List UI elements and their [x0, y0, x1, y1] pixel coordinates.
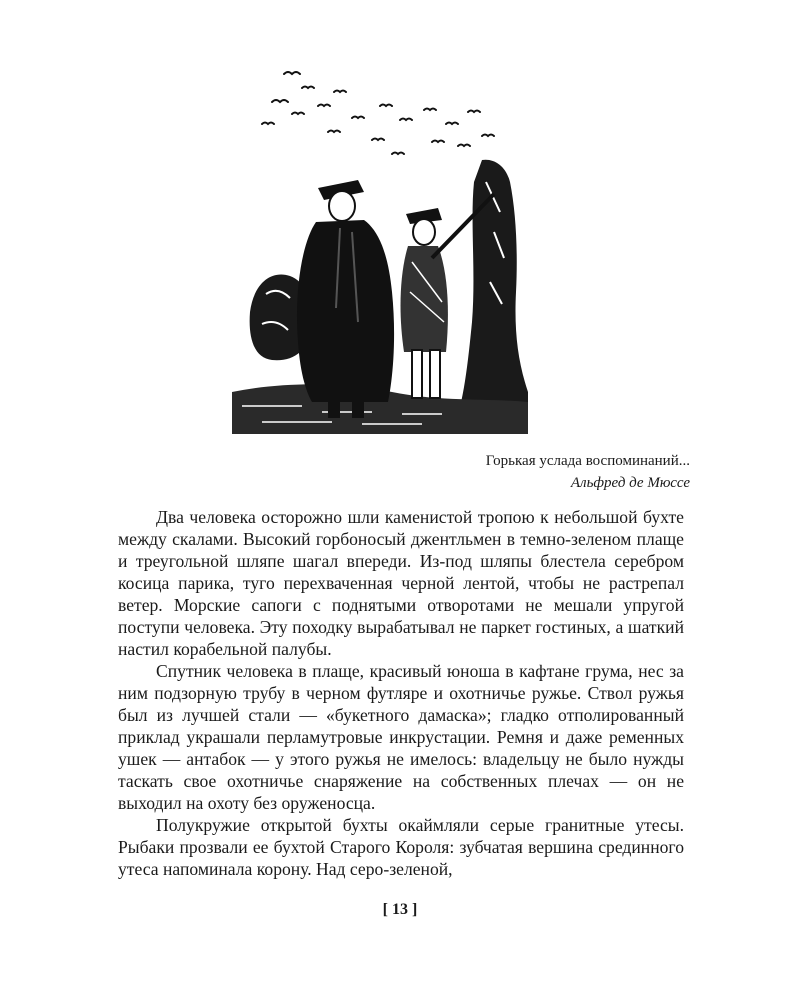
illustration: [232, 62, 528, 434]
page-number: [ 13 ]: [382, 901, 418, 918]
epigraph: [486, 450, 690, 494]
paragraph: Спутник человека в плаще, красивый юноша в кафтане грума, нес за ним подзорную трубу в черном футляре и охотничье ружье. Ствол ружья был из лучшей стали — «букетного дамаска»; гладко отполированный приклад украшали перламутровые инкрустации. Ремня и даже ременных ушек — антабок — у этого ружья не имелось: владельцу не было нужды таскать свое охотничье снаряжение на собственных плечах — он не выходил на охоту без оруженосца.: [118, 661, 684, 813]
birds: [262, 72, 494, 154]
body-text: [118, 506, 684, 880]
tall-gentleman-figure: [297, 180, 394, 418]
epigraph-author: Альфред де Мюссе: [570, 475, 690, 491]
epigraph-quote: Горькая услада воспоминаний...: [485, 453, 690, 469]
paragraph: Полукружие открытой бухты окаймляли серые гранитные утесы. Рыбаки прозвали ее бухтой Старого Короля: зубчатая вершина срединного утеса напоминала корону. Над серо-зеленой,: [118, 815, 684, 879]
paragraph: Два человека осторожно шли каменистой тропою к небольшой бухте между скалами. Высокий горбоносый джентльмен в темно-зеленом плаще и треугольной шляпе шагал впереди. Из-под шляпы блестела серебром косица парика, туго перехваченная черной лентой, чтобы не растрепал ветер. Морские сапоги с поднятыми отворотами не мешали упругой поступи человека. Эту походку вырабатывал не паркет гостиных, а шаткий настил корабельной палубы.: [118, 507, 684, 659]
